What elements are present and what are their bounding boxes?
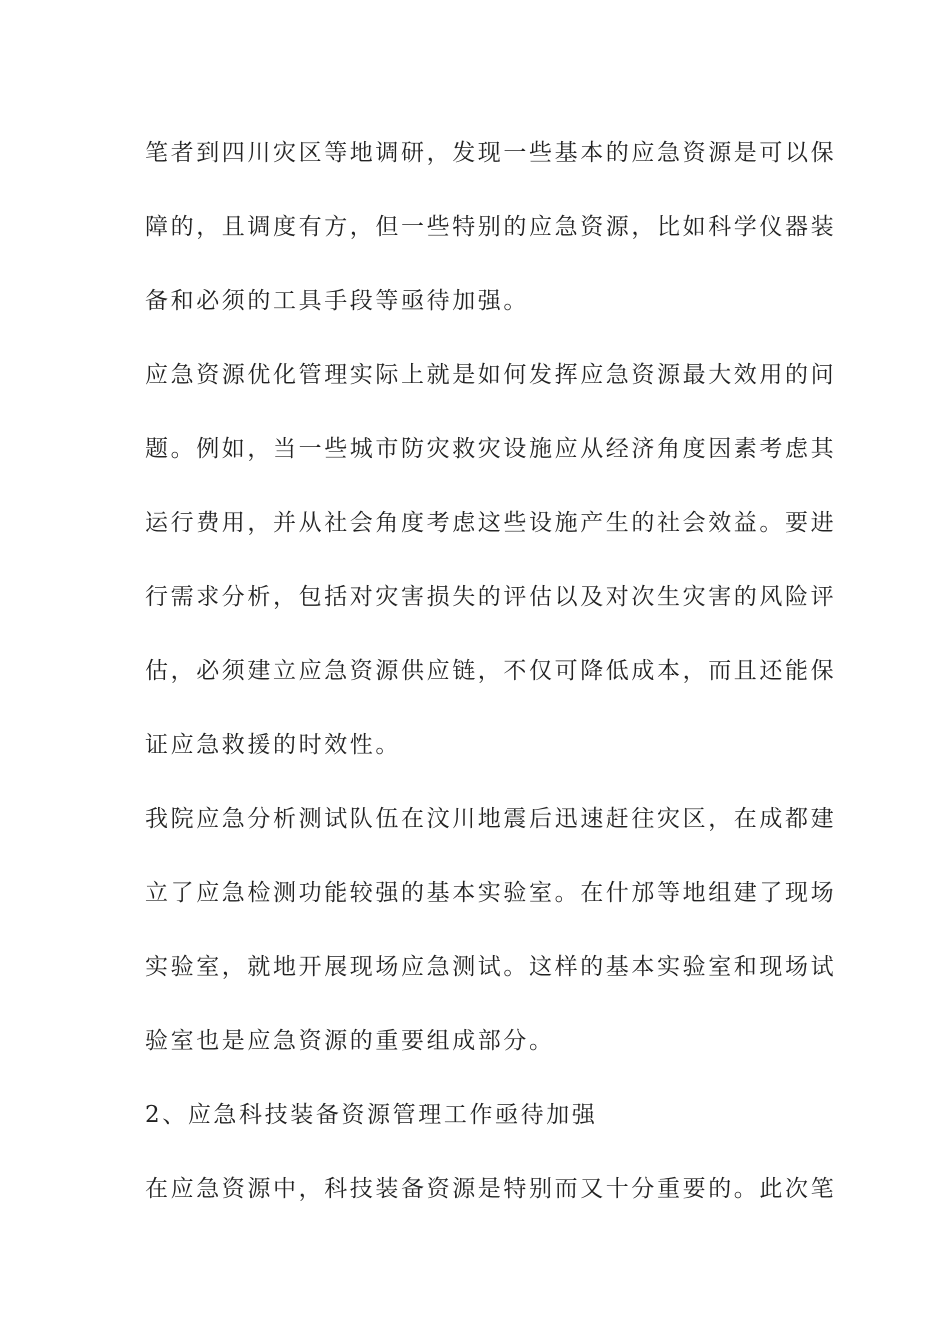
paragraph-3-line-1: 我院应急分析测试队伍在汶川地震后迅速赶往灾区，在成都建 (145, 806, 837, 832)
paragraph-2-line-2: 题。例如，当一些城市防灾救灾设施应从经济角度因素考虑其 (145, 436, 837, 462)
paragraph-4-line-1: 在应急资源中，科技装备资源是特别而又十分重要的。此次笔 (145, 1176, 837, 1202)
paragraph-2-line-3: 运行费用，并从社会角度考虑这些设施产生的社会效益。要进 (145, 510, 837, 536)
paragraph-1-line-2: 障的，且调度有方，但一些特别的应急资源，比如科学仪器装 (145, 214, 837, 240)
paragraph-1-line-1: 笔者到四川灾区等地调研，发现一些基本的应急资源是可以保 (145, 140, 837, 166)
paragraph-1-line-3: 备和必须的工具手段等亟待加强。 (145, 288, 529, 314)
paragraph-3-line-2: 立了应急检测功能较强的基本实验室。在什邡等地组建了现场 (145, 880, 837, 906)
paragraph-2-line-6: 证应急救援的时效性。 (145, 732, 401, 758)
paragraph-2-line-5: 估，必须建立应急资源供应链，不仅可降低成本，而且还能保 (145, 658, 837, 684)
paragraph-3-line-4: 验室也是应急资源的重要组成部分。 (145, 1028, 555, 1054)
paragraph-2-line-4: 行需求分析，包括对灾害损失的评估以及对次生灾害的风险评 (145, 584, 837, 610)
paragraph-3-line-3: 实验室，就地开展现场应急测试。这样的基本实验室和现场试 (145, 954, 837, 980)
section-heading: 2、应急科技装备资源管理工作亟待加强 (145, 1102, 598, 1128)
paragraph-2-line-1: 应急资源优化管理实际上就是如何发挥应急资源最大效用的问 (145, 362, 837, 388)
